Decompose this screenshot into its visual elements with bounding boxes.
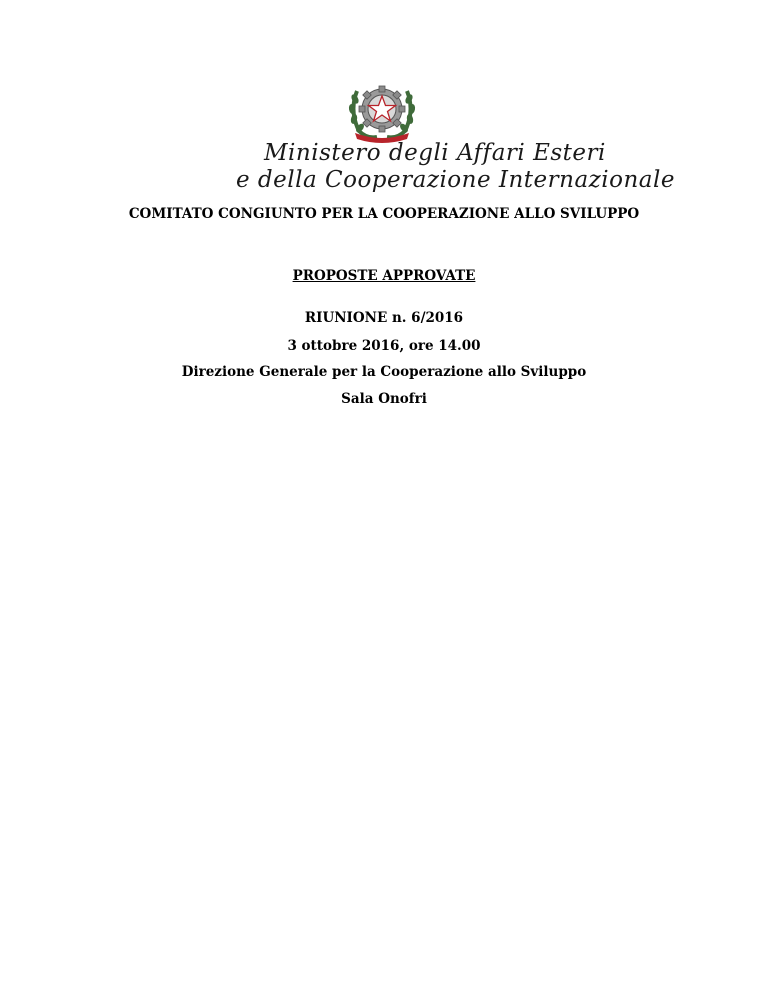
ministry-name-line2: e della Cooperazione Internazionale [236, 167, 675, 193]
italian-republic-emblem-icon [347, 81, 417, 145]
meeting-room: Sala Onofri [341, 391, 427, 407]
meeting-date: 3 ottobre 2016, ore 14.00 [287, 338, 481, 354]
ministry-name-line1: Ministero degli Affari Esteri [264, 140, 606, 166]
directorate-name: Direzione Generale per la Cooperazione allo Sviluppo [181, 364, 587, 380]
meeting-number: RIUNIONE n. 6/2016 [304, 310, 464, 326]
document-title: PROPOSTE APPROVATE [292, 268, 476, 284]
committee-title: COMITATO CONGIUNTO PER LA COOPERAZIONE ALLO SVILUPPO [128, 206, 640, 222]
ministry-name [236, 140, 675, 198]
